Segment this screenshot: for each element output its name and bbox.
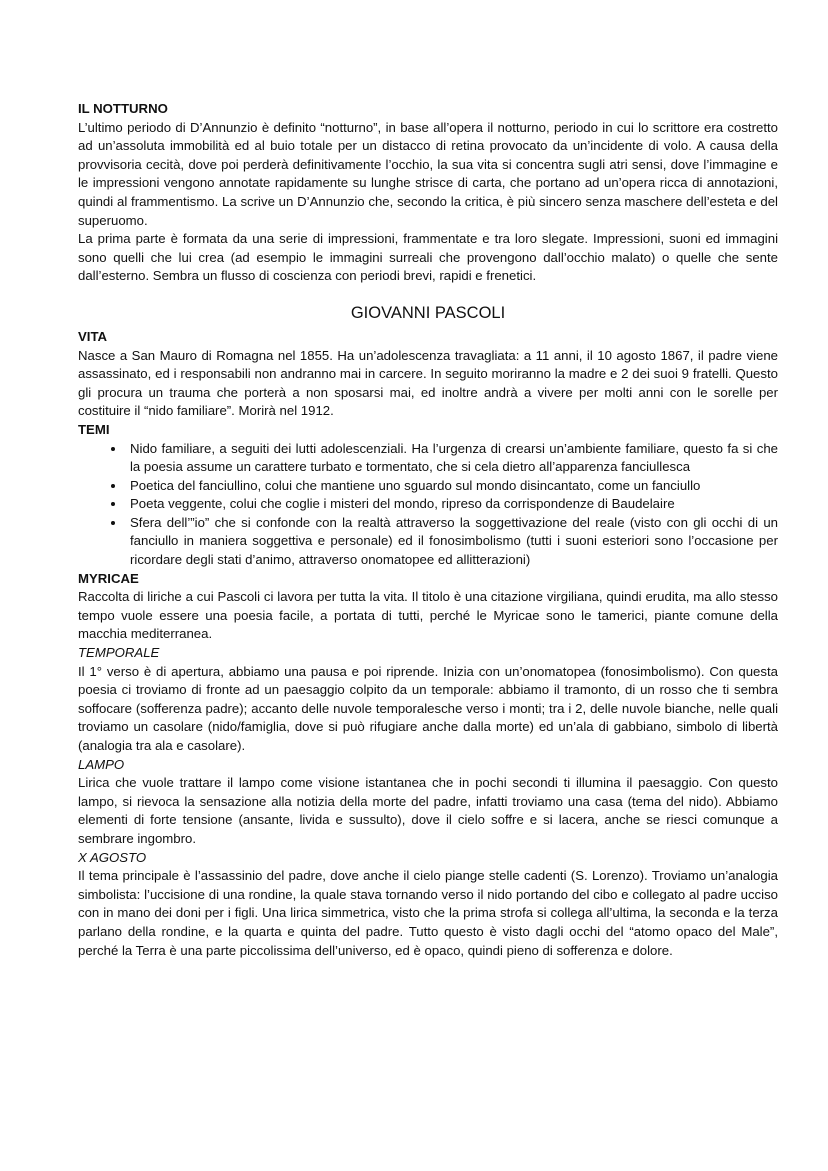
temporale-paragraph: Il 1° verso è di apertura, abbiamo una pausa e poi riprende. Inizia con un’onomatopea (fonosimbolismo). Con questa poesia ci troviamo di fronte ad un paesaggio colpito da un temporale: abbiamo il tramonto, di un rosso che ti sembra soffocare (sofferenza padre); accanto delle nuvole temporalesche verso i monti; tra i 2, delle nuvole bianche, nelle quali troviamo un casolare (nido/famiglia, dove si può rifugiare anche dalla morte) ed un’ala di gabbiano, simbolo di libertà (analogia tra ala e casolare).	[78, 663, 778, 753]
list-item: • Poeta veggente, colui che coglie i misteri del mondo, ripreso da corrispondenze di Baudelaire	[126, 495, 778, 514]
list-item: • Nido familiare, a seguiti dei lutti adolescenziali. Ha l’urgenza di crearsi un’ambiente familiare, questo fa si che la poesia assume un carattere turbato e tormentato, che si cela dietro all’apparenza fanciullesca	[126, 440, 778, 477]
notturno-heading: IL NOTTURNO	[78, 101, 168, 116]
agosto-paragraph: Il tema principale è l’assassinio del padre, dove anche il cielo piange stelle cadenti (S. Lorenzo). Troviamo un’analogia simbolista: l’uccisione di una rondine, la quale stava tornando verso il nido portando del cibo e collegato al padre ucciso con in mano dei doni per i figli. Una lirica simmetrica, visto che la prima strofa si collega all’ultima, la seconda e la terza parlano della rondine, e la quarta e quinta del padre. Tutto questo è visto dagli occhi del “atomo opaco del Male”, perché la Terra è una parte piccolissima dell’universo, ed è opaco, quindi pieno di sofferenza e dolore.	[78, 868, 778, 958]
lampo-paragraph: Lirica che vuole trattare il lampo come visione istantanea che in pochi secondi ti illumina il paesaggio. Con questo lampo, si rievoca la sensazione alla notizia della morte del padre, infatti troviamo una casa (tema del nido). Abbiamo elementi di forte tensione (ansante, livida e sussulto), dove il cielo soffre e si lacera, anche se riesci comunque a sembrare ingombro.	[78, 775, 778, 846]
notturno-paragraph-2: La prima parte è formata da una serie di impressioni, frammentate e tra loro slegate. Impressioni, suoni ed immagini sono quelli che lui crea (ad esempio le immagini surreali che provengono dall’occhio malato) o quelle che sente dall’esterno. Sembra un flusso di coscienza con periodi brevi, rapidi e frenetici.	[78, 231, 778, 284]
list-item: • Sfera dell’”io” che si confonde con la realtà attraverso la soggettivazione del reale (visto con gli occhi di un fanciullo in maniera soggettiva e personale) ed il fonosimbolismo (tutti i suoni esteriori sono l’occasione per ricordare degli stati d’animo, attraverso onomatopee ed allitterazioni)	[126, 514, 778, 570]
lampo-heading: LAMPO	[78, 756, 125, 772]
agosto-heading: X AGOSTO	[78, 849, 147, 865]
myricae-heading: MYRICAE	[78, 570, 139, 586]
vita-paragraph: Nasce a San Mauro di Romagna nel 1855. Ha un’adolescenza travagliata: a 11 anni, il 10 agosto 1867, il padre viene assassinato, ed i responsabili non andranno mai in carcere. In seguito moriranno la madre e 2 dei suoi 9 fratelli. Questo gli procura un trauma che porterà a non sposarsi mai, ed inoltre andrà a vivere per molti anni con le sorelle per costituire il “nido familiare”. Morirà nel 1912.	[78, 347, 778, 419]
notturno-paragraph-1: L’ultimo periodo di D’Annunzio è definito “notturno”, in base all’opera il notturno, periodo in cui lo scrittore era costretto ad un’assoluta immobilità ed al buio totale per un distacco di retina provocato da un’incidente di volo. A causa della provvisoria cecità, dove poi perderà definitivamente l’occhio, la sua vita si concentra sugli atri sensi, dove l’immagine e le impressioni vengono annotate rapidamente su lunghe strisce di carta, che portano ad un’opera ricca di annotazioni, quindi al frammentismo. La scrive un D’Annunzio che, secondo la critica, è più sincero senza maschere dell’esteta e del superuomo.	[78, 119, 778, 228]
temi-list	[78, 440, 778, 570]
myricae-paragraph: Raccolta di liriche a cui Pascoli ci lavora per tutta la vita. Il titolo è una citazione virgiliana, quindi erudita, ma allo stesso tempo vuole essere una poesia facile, a portata di tutti, perché le Myricae sono le tamerici, piante comune della macchia mediterranea.	[78, 589, 778, 642]
vita-heading: VITA	[78, 328, 108, 344]
temporale-heading: TEMPORALE	[78, 645, 160, 661]
pascoli-title: GIOVANNI PASCOLI	[350, 303, 506, 322]
temi-heading: TEMI	[78, 421, 110, 437]
list-item: • Poetica del fanciullino, colui che mantiene uno sguardo sul mondo disincantato, come un fanciullo	[126, 477, 778, 496]
